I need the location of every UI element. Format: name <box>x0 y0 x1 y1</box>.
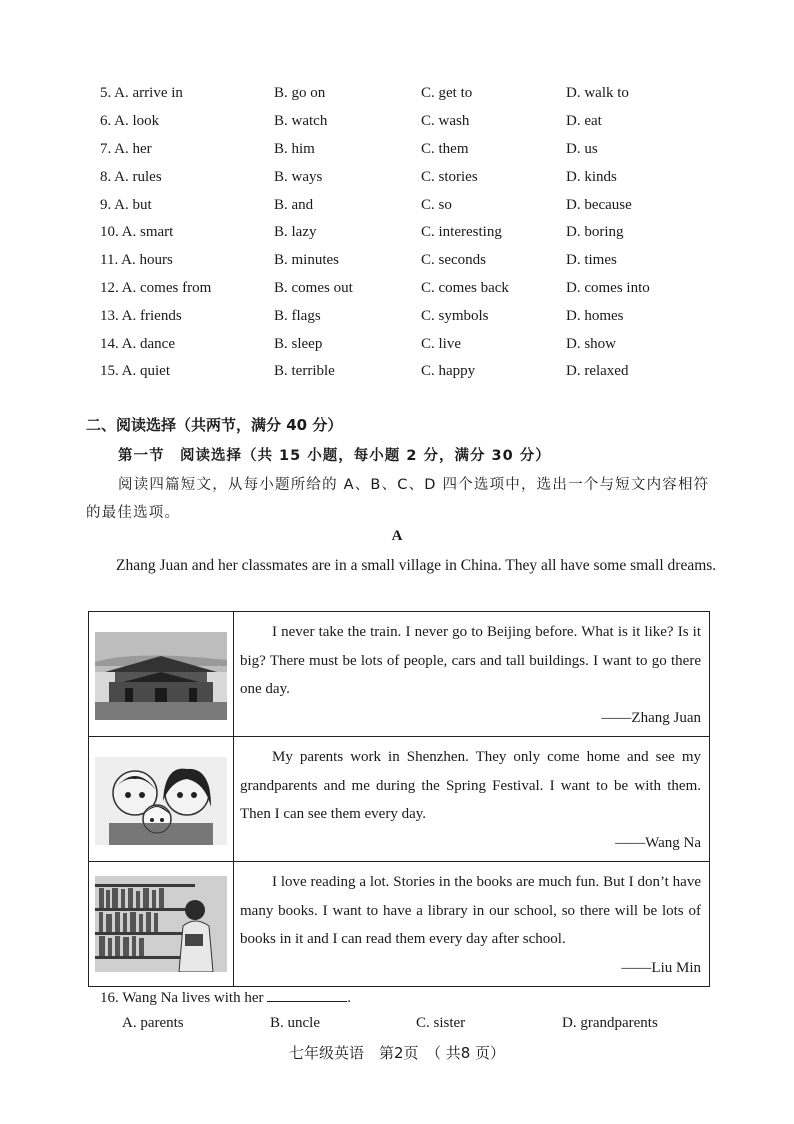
option-cell: B. lazy <box>274 224 317 241</box>
dream-text-cell <box>234 862 710 987</box>
dream-text: I love reading a lot. Stories in the books are much fun. But I don’t have many books. I want to have a library in our school, so there will be lots of books in it and I can read them every day after school. <box>240 874 701 947</box>
option-cell: C. wash <box>421 113 470 130</box>
option-cell: B. ways <box>274 168 323 185</box>
option-c: C. sister <box>416 1015 466 1031</box>
option-cell: B. go on <box>274 85 326 102</box>
dream-row <box>89 612 710 737</box>
passage-intro: Zhang Juan and her classmates are in a small village in China. They all have some small dreams. <box>116 557 717 574</box>
option-a: A. parents <box>122 1015 184 1031</box>
option-cell: 5. A. arrive in <box>100 85 183 102</box>
option-cell: 12. A. comes from <box>100 279 212 296</box>
option-cell: C. interesting <box>421 224 502 241</box>
option-cell: C. comes back <box>421 279 509 296</box>
section-instruction: 阅读四篇短文，从每小题所给的 A、B、C、D 四个选项中，选出一个与短文内容相符的最佳选项。 <box>86 477 710 521</box>
option-cell: B. and <box>274 196 314 213</box>
option-cell: D. walk to <box>566 85 629 102</box>
question-stem: 16. Wang Na lives with her <box>100 990 264 1006</box>
option-row <box>100 358 720 386</box>
option-row <box>100 330 720 358</box>
beijing-gate-photo <box>95 632 227 720</box>
option-cell: C. live <box>421 335 461 352</box>
option-cell: C. so <box>421 196 452 213</box>
dream-row <box>89 862 710 987</box>
page-footer: 七年级英语 第2页 （ 共8 页） <box>288 1044 506 1062</box>
option-cell: B. flags <box>274 307 321 324</box>
option-cell: 10. A. smart <box>100 224 174 241</box>
option-cell: B. minutes <box>274 252 340 269</box>
option-cell: D. comes into <box>566 279 650 296</box>
dream-signature: ——Liu Min <box>621 959 701 976</box>
option-cell: D. relaxed <box>566 363 629 380</box>
passage-label: A <box>391 528 403 544</box>
dream-signature: ——Zhang Juan <box>601 709 701 726</box>
option-row <box>100 80 720 108</box>
option-cell: B. terrible <box>274 363 335 380</box>
picture-cell <box>89 612 234 737</box>
section-title: 二、阅读选择（共两节，满分 40 分） <box>86 416 343 434</box>
family-cartoon <box>95 757 227 845</box>
option-row <box>100 219 720 247</box>
option-row <box>100 136 720 164</box>
cloze-options <box>100 80 720 386</box>
dream-text: I never take the train. I never go to Beijing before. What is it like? Is it big? There must be lots of people, cars and tall buildings. I want to go there one day. <box>240 624 701 697</box>
option-cell: D. because <box>566 196 632 213</box>
option-cell: C. happy <box>421 363 476 380</box>
option-cell: D. us <box>566 140 598 157</box>
question-16-options <box>122 1015 722 1032</box>
option-row <box>100 302 720 330</box>
option-cell: 15. A. quiet <box>100 363 170 380</box>
option-cell: D. times <box>566 252 617 269</box>
option-cell: D. homes <box>566 307 624 324</box>
picture-cell <box>89 862 234 987</box>
option-d: D. grandparents <box>562 1015 658 1031</box>
option-cell: 8. A. rules <box>100 168 162 185</box>
dream-text: My parents work in Shenzhen. They only come home and see my grandparents and me during the Spring Festival. I want to be with them. Then I can see them every day. <box>240 749 701 822</box>
option-cell: 6. A. look <box>100 113 160 130</box>
option-cell: 14. A. dance <box>100 335 175 352</box>
question-16 <box>100 987 351 1007</box>
dream-text-cell <box>234 737 710 862</box>
dream-signature: ——Wang Na <box>615 834 701 851</box>
option-row <box>100 275 720 303</box>
option-cell: D. kinds <box>566 168 617 185</box>
dream-row <box>89 737 710 862</box>
option-b: B. uncle <box>270 1015 320 1031</box>
option-cell: 7. A. her <box>100 140 152 157</box>
option-row <box>100 247 720 275</box>
option-cell: C. seconds <box>421 252 486 269</box>
option-cell: C. get to <box>421 85 473 102</box>
library-photo <box>95 876 227 972</box>
option-cell: D. boring <box>566 224 624 241</box>
option-cell: B. watch <box>274 113 328 130</box>
option-cell: B. comes out <box>274 279 353 296</box>
option-cell: 9. A. but <box>100 196 152 213</box>
option-cell: B. him <box>274 140 315 157</box>
option-cell: B. sleep <box>274 335 323 352</box>
option-row <box>100 191 720 219</box>
option-cell: C. symbols <box>421 307 489 324</box>
option-cell: D. eat <box>566 113 602 130</box>
option-cell: 13. A. friends <box>100 307 182 324</box>
option-cell: D. show <box>566 335 617 352</box>
dreams-table <box>88 611 710 987</box>
question-stem-end: . <box>347 990 351 1006</box>
picture-cell <box>89 737 234 862</box>
option-cell: 11. A. hours <box>100 252 173 269</box>
dream-text-cell <box>234 612 710 737</box>
section-subtitle: 第一节 阅读选择（共 15 小题，每小题 2 分，满分 30 分） <box>118 448 551 464</box>
answer-blank[interactable] <box>267 987 347 1002</box>
option-cell: C. them <box>421 140 469 157</box>
option-row <box>100 108 720 136</box>
option-cell: C. stories <box>421 168 478 185</box>
option-row <box>100 163 720 191</box>
